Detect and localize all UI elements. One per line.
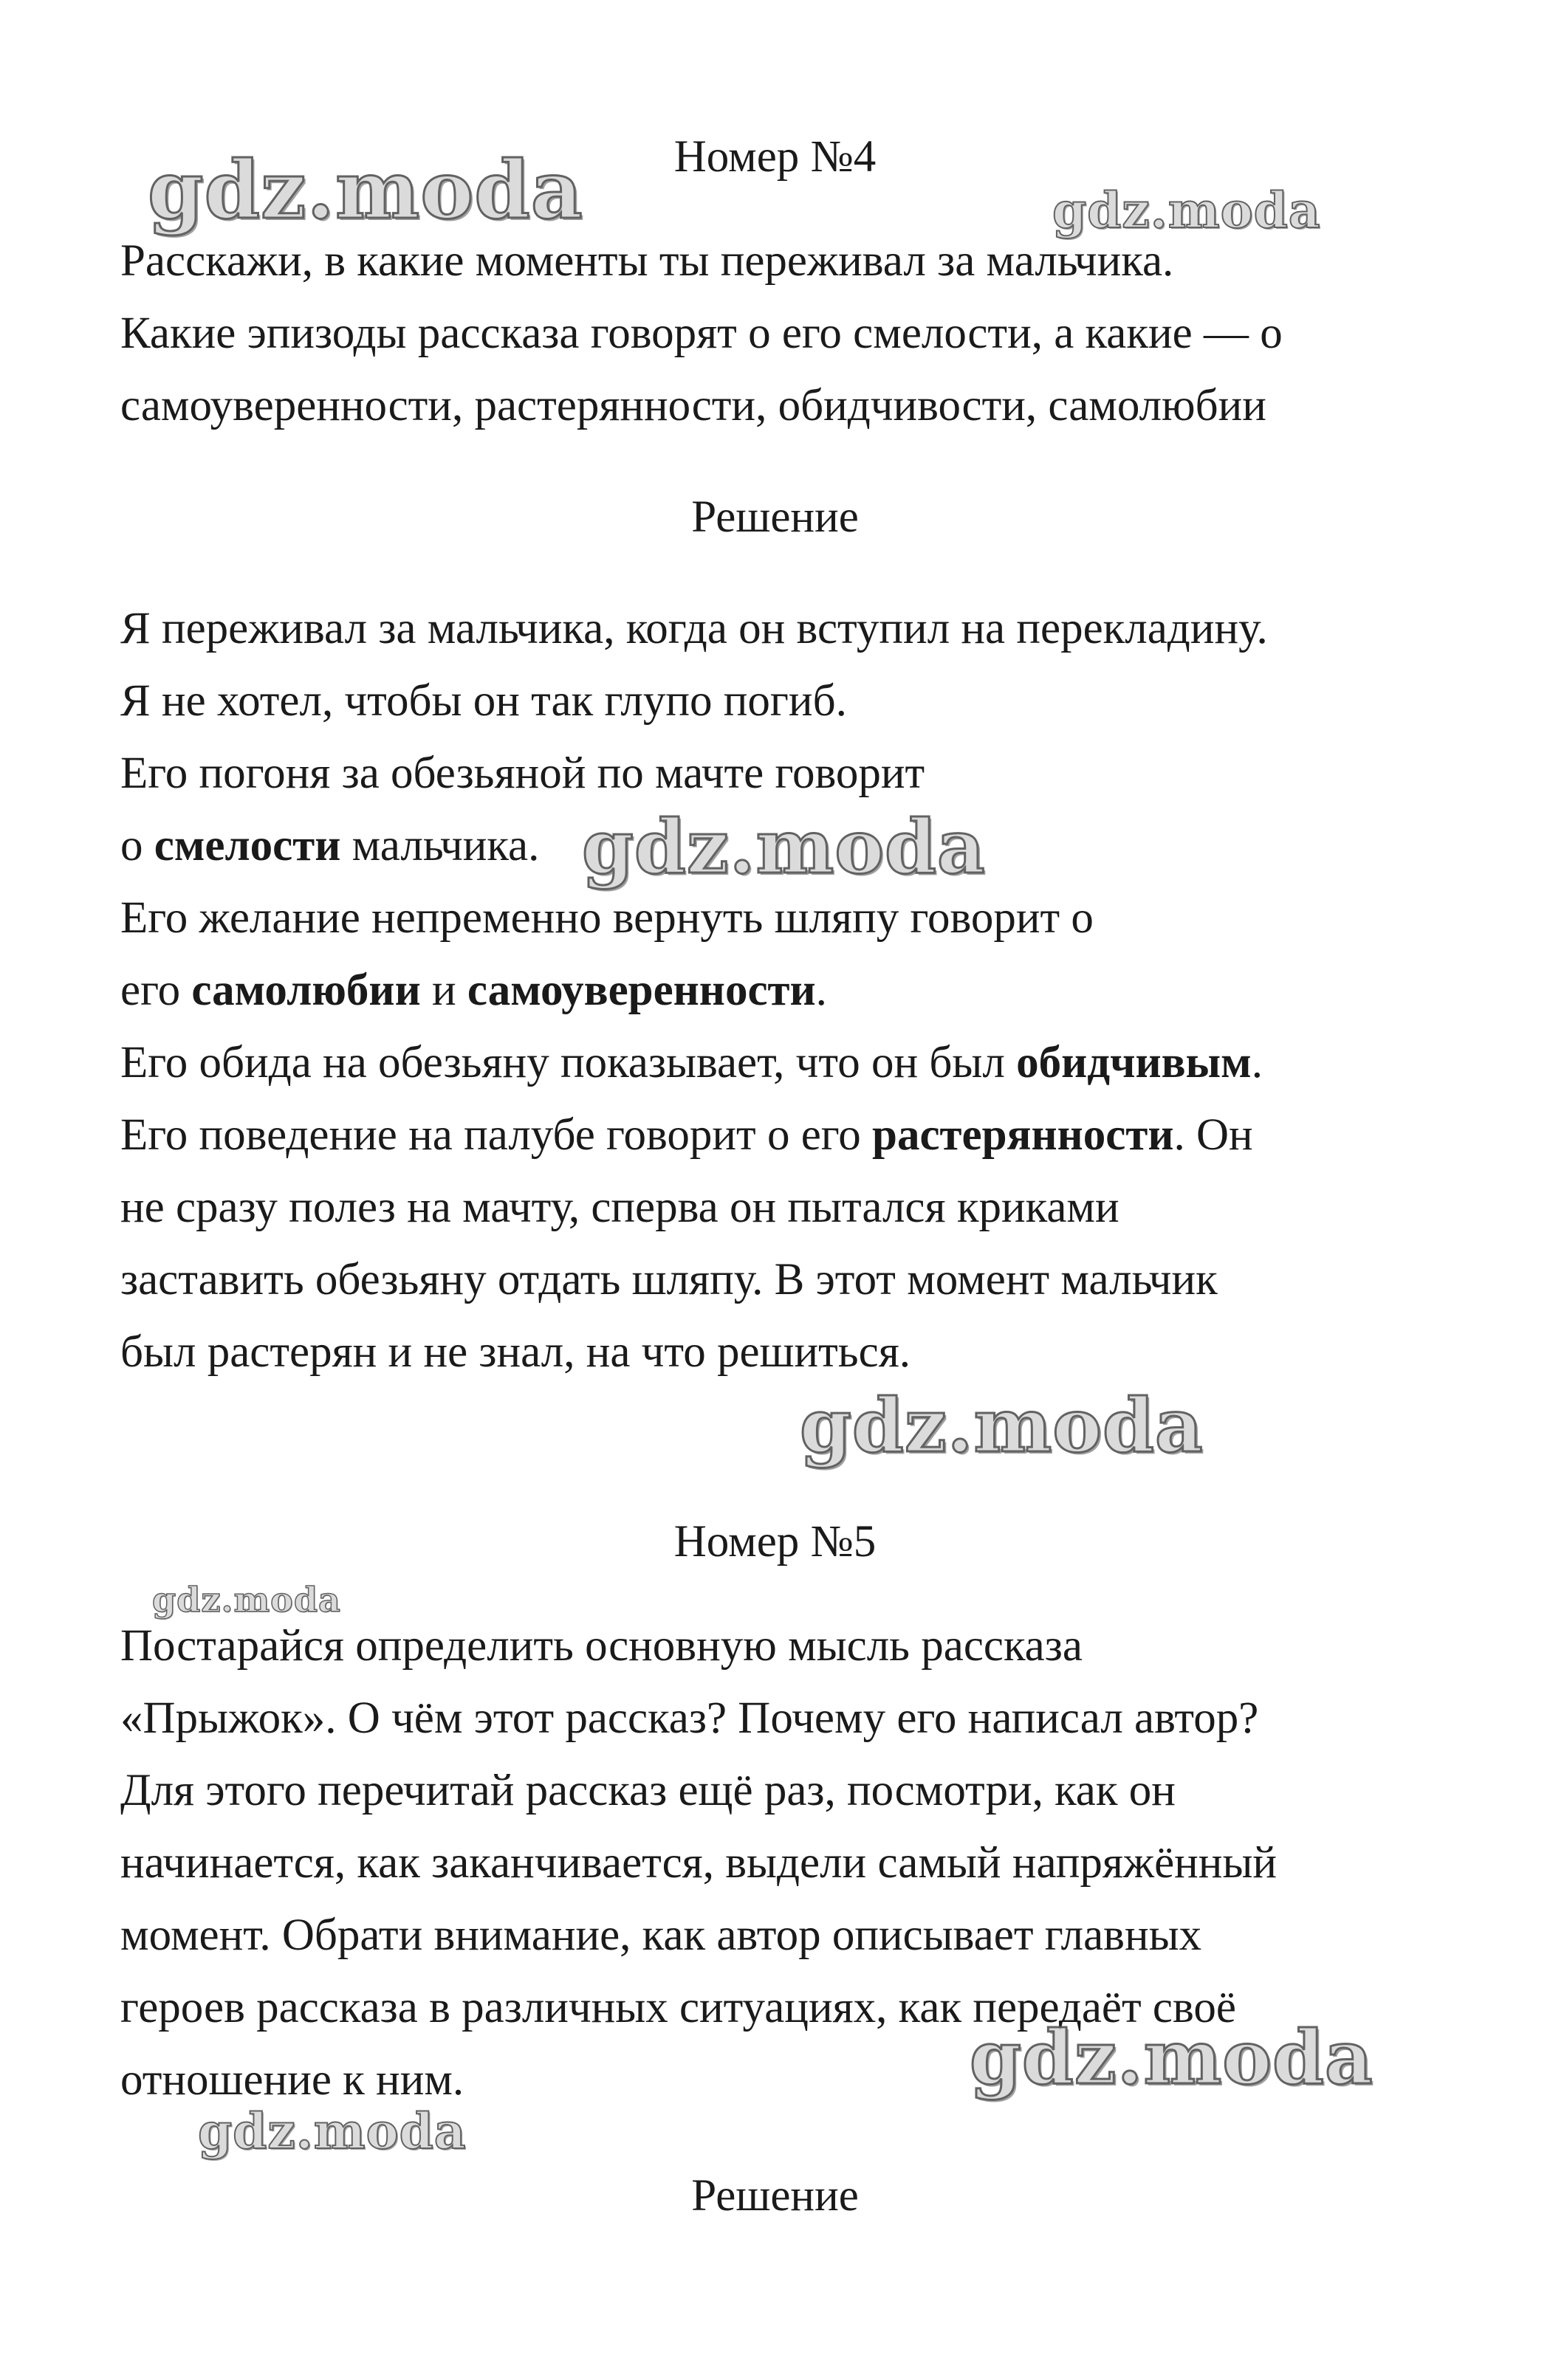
answer-text: Его обида на обезьяну показывает, что он был <box>120 1038 1017 1087</box>
task4-answer-line: Его желание непременно вернуть шляпу говорит о <box>120 893 1094 943</box>
answer-text: . Он <box>1173 1110 1253 1160</box>
answer-text: Его поведение на палубе говорит о его <box>120 1110 873 1160</box>
answer-keyword-smelost: смелости <box>154 821 341 870</box>
task4-answer-line <box>120 816 539 876</box>
task4-solution-title: Решение <box>691 492 859 542</box>
answer-text: . <box>1251 1038 1263 1087</box>
task4-answer-line <box>120 961 827 1020</box>
answer-keyword-samolyubie: самолюбии <box>191 966 421 1015</box>
task5-header: Номер №5 <box>673 1517 877 1566</box>
task4-question-line: самоуверенности, растерянности, обидчивости, самолюбии <box>120 381 1266 430</box>
task5-solution-title: Решение <box>691 2171 859 2221</box>
task5-question-line: отношение к ним. <box>120 2055 464 2105</box>
answer-keyword-obidchivost: обидчивым <box>1016 1038 1252 1087</box>
task4-answer-line: был растерян и не знал, на что решиться. <box>120 1327 911 1377</box>
answer-keyword-samouverennost: самоуверенности <box>467 966 816 1015</box>
task4-answer-line: Я переживал за мальчика, когда он вступил на перекладину. <box>120 604 1268 653</box>
watermark-logo: gdz.moda <box>970 2014 1374 2101</box>
task5-question-line: Постарайся определить основную мысль рассказа <box>120 1621 1083 1671</box>
task4-answer-line: заставить обезьяну отдать шляпу. В этот момент мальчик <box>120 1255 1218 1304</box>
task4-answer-line <box>120 1106 1253 1165</box>
task5-question-line: Для этого перечитай рассказ ещё раз, посмотри, как он <box>120 1766 1176 1815</box>
answer-text: . <box>815 966 827 1015</box>
task4-question-line: Какие эпизоды рассказа говорят о его смелости, а какие — о <box>120 309 1283 358</box>
answer-text: и <box>420 966 467 1015</box>
watermark-logo: gdz.moda <box>582 803 986 890</box>
answer-text: мальчика. <box>340 821 540 870</box>
watermark-logo: gdz.moda <box>198 2102 467 2160</box>
answer-text: его <box>120 966 192 1015</box>
task5-question-line: «Прыжок». О чём этот рассказ? Почему его написал автор? <box>120 1693 1259 1743</box>
watermark-logo: gdz.moda <box>1052 182 1321 239</box>
task4-answer-line: Я не хотел, чтобы он так глупо погиб. <box>120 676 847 726</box>
task4-question-line: Расскажи, в какие моменты ты переживал за мальчика. <box>120 236 1174 286</box>
task5-question-line: момент. Обрати внимание, как автор описывает главных <box>120 1910 1202 1960</box>
task4-header: Номер №4 <box>673 132 877 182</box>
task4-answer-line: не сразу полез на мачту, сперва он пытался криками <box>120 1183 1119 1232</box>
task4-answer-line: Его погоня за обезьяной по мачте говорит <box>120 749 925 798</box>
answer-keyword-rasteryannost: растерянности <box>872 1110 1174 1160</box>
task5-question-line: начинается, как заканчивается, выдели самый напряжённый <box>120 1838 1278 1888</box>
watermark-logo: gdz.moda <box>152 1580 341 1620</box>
answer-text: о <box>120 821 154 870</box>
watermark-logo: gdz.moda <box>148 144 583 237</box>
task5-question-line: героев рассказа в различных ситуациях, как передаёт своё <box>120 1983 1236 2032</box>
task4-answer-line <box>120 1033 1263 1093</box>
watermark-logo: gdz.moda <box>800 1382 1204 1469</box>
